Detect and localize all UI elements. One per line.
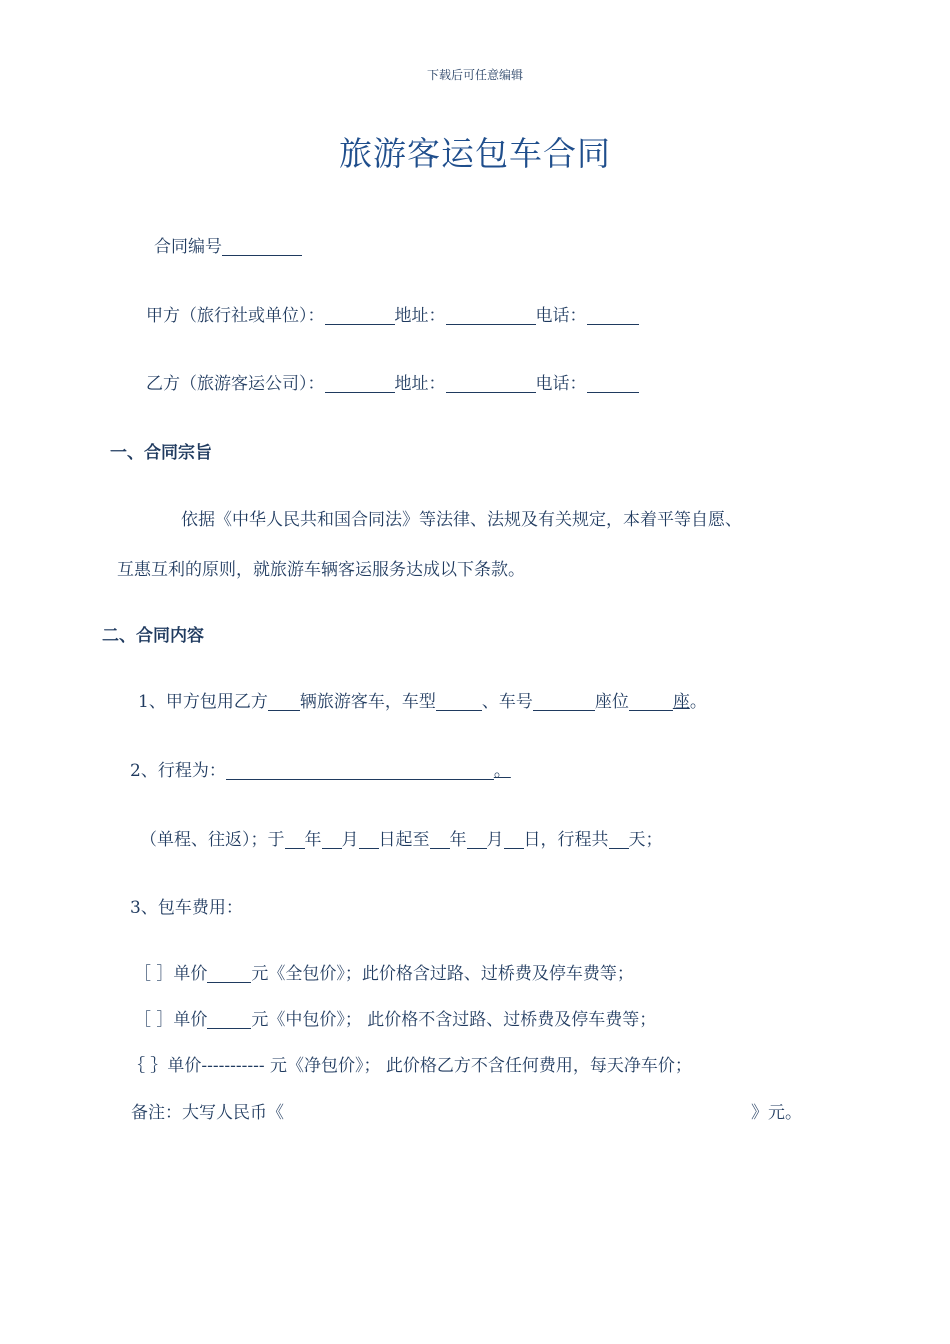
- document-title: 旅游客运包车合同: [339, 134, 611, 173]
- party-a-phone-blank[interactable]: [587, 306, 639, 325]
- net-package-desc: 单价----------- 元《净包价》； 此价格乙方不含任何费用，每天净车价；: [167, 1056, 692, 1076]
- full-package-label: 单价: [173, 964, 208, 984]
- remark-left: 备注：大写人民币《: [131, 1103, 284, 1123]
- item1-text-plate: 、车号: [481, 692, 533, 712]
- item1-text-seats: 座位: [594, 692, 629, 712]
- mid-package-price-blank[interactable]: [207, 1010, 251, 1029]
- vehicle-model-blank[interactable]: [436, 692, 482, 711]
- plate-number-blank[interactable]: [533, 692, 595, 711]
- item2-row: [130, 756, 511, 781]
- item2b-row: [140, 825, 663, 850]
- price-option-full: [134, 959, 634, 984]
- section1-line2: 互惠互利的原则，就旅游车辆客运服务达成以下条款。: [117, 560, 525, 580]
- item1-seat-unit: 座: [672, 692, 690, 712]
- party-b-label: 乙方（旅游客运公司）：: [146, 374, 325, 394]
- trip-days-label: 天；: [628, 830, 663, 850]
- party-b-name-blank[interactable]: [325, 374, 395, 393]
- item1-end: 。: [689, 692, 707, 712]
- net-package-checkbox[interactable]: ｛ ｝: [128, 1056, 168, 1076]
- end-month-label: 月: [486, 830, 504, 850]
- start-day-label: 日起至: [378, 830, 430, 850]
- contract-number-row: [154, 232, 302, 257]
- full-package-checkbox[interactable]: ［ ］: [134, 964, 174, 984]
- end-year-blank[interactable]: [430, 830, 450, 849]
- contract-number-label: 合同编号: [154, 237, 222, 257]
- start-day-blank[interactable]: [359, 830, 379, 849]
- start-month-blank[interactable]: [322, 830, 342, 849]
- item2-prefix: 2、行程为：: [130, 761, 226, 781]
- party-a-name-blank[interactable]: [325, 306, 395, 325]
- end-day-label: 日，行程共: [523, 830, 609, 850]
- mid-package-label: 单价: [173, 1010, 208, 1030]
- party-b-phone-blank[interactable]: [587, 374, 639, 393]
- party-b-phone-label: 电话：: [535, 374, 587, 394]
- price-option-mid: [134, 1005, 656, 1030]
- section1-heading: 一、合同宗旨: [110, 443, 212, 463]
- full-package-price-blank[interactable]: [207, 964, 251, 983]
- party-a-row: [146, 301, 639, 326]
- end-year-label: 年: [449, 830, 467, 850]
- end-month-blank[interactable]: [467, 830, 487, 849]
- full-package-desc: 元《全包价》；此价格含过路、过桥费及停车费等；: [251, 964, 634, 984]
- item2-end: 。: [493, 761, 511, 781]
- party-b-address-blank[interactable]: [446, 374, 536, 393]
- seat-count-blank[interactable]: [629, 692, 673, 711]
- item1-text-model: 辆旅游客车，车型: [299, 692, 436, 712]
- party-b-address-label: 地址：: [394, 374, 446, 394]
- trip-days-blank[interactable]: [609, 830, 629, 849]
- party-a-address-label: 地址：: [394, 306, 446, 326]
- mid-package-desc: 元《中包价》； 此价格不含过路、过桥费及停车费等；: [251, 1010, 657, 1030]
- item1-prefix: 1、甲方包用乙方: [138, 692, 268, 712]
- contract-number-blank[interactable]: [222, 237, 302, 256]
- vehicle-count-blank[interactable]: [268, 692, 300, 711]
- start-year-label: 年: [304, 830, 322, 850]
- start-month-label: 月: [341, 830, 359, 850]
- item1-row: [138, 687, 707, 712]
- mid-package-checkbox[interactable]: ［ ］: [134, 1010, 174, 1030]
- trip-type-text: （单程、往返）；于: [140, 830, 285, 850]
- party-b-row: [146, 369, 639, 394]
- party-a-address-blank[interactable]: [446, 306, 536, 325]
- end-day-blank[interactable]: [504, 830, 524, 849]
- price-option-net: [128, 1051, 692, 1076]
- remark-right: 》元。: [751, 1103, 802, 1123]
- item3-heading: 3、包车费用：: [130, 898, 243, 918]
- itinerary-blank[interactable]: [226, 761, 494, 780]
- party-a-label: 甲方（旅行社或单位）：: [146, 306, 325, 326]
- section1-line1: 依据《中华人民共和国合同法》等法律、法规及有关规定，本着平等自愿、: [181, 510, 742, 530]
- party-a-phone-label: 电话：: [535, 306, 587, 326]
- start-year-blank[interactable]: [285, 830, 305, 849]
- header-note: 下载后可任意编辑: [426, 68, 523, 82]
- section2-heading: 二、合同内容: [102, 626, 204, 646]
